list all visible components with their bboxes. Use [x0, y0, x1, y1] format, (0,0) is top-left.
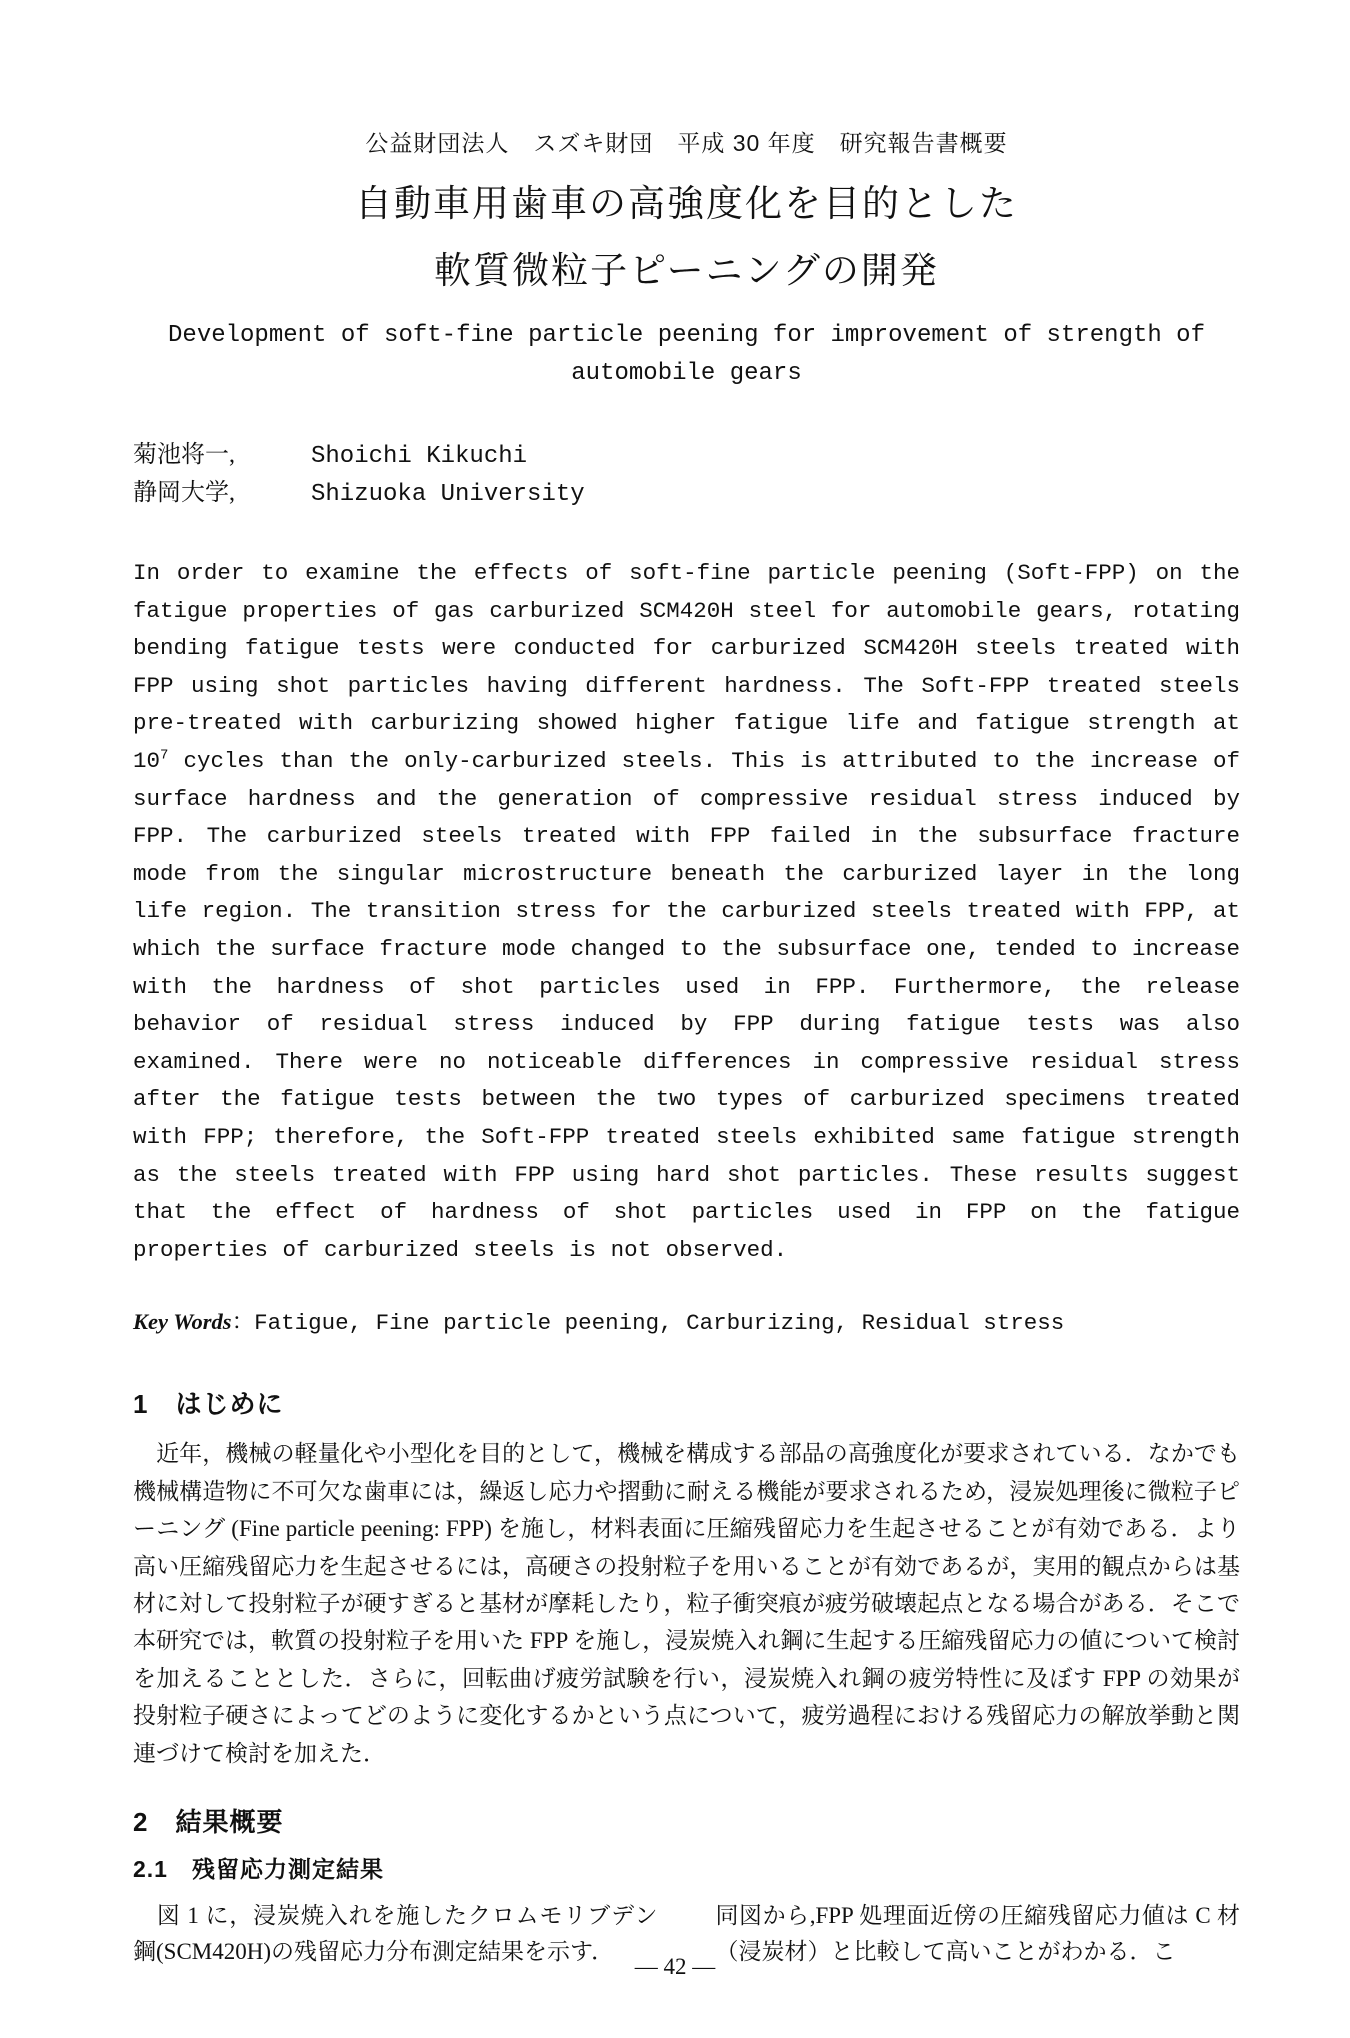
author-block — [133, 437, 1240, 513]
column-right: 同図から,FPP 処理面近傍の圧縮残留応力値は C 材（浸炭材）と比較して高いことがわかる．こ — [715, 1902, 1240, 1964]
page-number: ― 42 ― — [634, 1954, 716, 1979]
report-header: 公益財団法人 スズキ財団 平成 30 年度 研究報告書概要 — [365, 130, 1008, 156]
section-1-body: 近年，機械の軽量化や小型化を目的として，機械を構成する部品の高強度化が要求されている．なかでも機械構造物に不可欠な歯車には，繰返し応力や摺動に耐える機能が要求されるため，浸炭処理後に微粒子ピーニング (Fine particle peening: FPP) を施し，材料表面に圧縮残留応力を生起させることが有効である．より高い圧縮残留応力を生起させるには，高硬さの投射粒子を用いることが有効であるが，実用的観点からは基材に対して投射粒子が硬すぎると基材が摩耗したり，粒子衝突痕が疲労破壊起点となる場合がある．そこで本研究では，軟質の投射粒子を用いた FPP を施し，浸炭焼入れ鋼に生起する圧縮残留応力の値について検討を加えることとした．さらに，回転曲げ疲労試験を行い，浸炭焼入れ鋼の疲労特性に及ぼす FPP の効果が投射粒子硬さによってどのように変化するかという点について，疲労過程における残留応力の解放挙動と関連づけて検討を加えた． — [133, 1441, 1240, 1766]
keywords-value: Fatigue, Fine particle peening, Carburizing, Residual stress — [254, 1310, 1065, 1337]
affiliation-row — [133, 475, 1240, 513]
title-japanese-line2: 軟質微粒子ピーニングの開発 — [434, 250, 939, 291]
abstract-text-part2: cycles than the only-carburized steels. This is attributed to the increase of surface hardness and the generation of compressive residual stress induced by FPP. The carburized steels treated with FPP failed in the subsurface fracture mode from the singular microstructure beneath the carburized layer in the long life region. The transition stress for the carburized steels treated with FPP, at which the surface fracture mode changed to the subsurface one, tended to increase with the hardness of shot particles used in FPP. Furthermore, the release behavior of residual stress induced by FPP during fatigue tests was also examined. There were no noticeable differences in compressive residual stress after the fatigue tests between the two types of carburized specimens treated with FPP; therefore, the Soft-FPP treated steels exhibited same fatigue strength as the steels treated with FPP using hard shot particles. These results suggest that the effect of hardness of shot particles used in FPP on the fatigue properties of carburized steels is not observed. — [133, 747, 1240, 1263]
title-english-line2: automobile gears — [571, 360, 802, 387]
author-name-japanese: 菊池将一, — [133, 442, 235, 468]
author-row — [133, 437, 1240, 475]
keywords-label: Key Words — [133, 1309, 232, 1335]
abstract-paragraph — [133, 555, 1240, 1269]
keywords-line — [133, 1305, 1240, 1340]
keywords-separator: ： — [231, 1309, 255, 1335]
section-1-heading: 1 はじめに — [133, 1389, 284, 1420]
title-english — [133, 317, 1240, 393]
section-2-heading: 2 結果概要 — [133, 1806, 284, 1837]
affiliation-english: Shizuoka University — [311, 481, 585, 508]
column-left: 図 1 に，浸炭焼入れを施したクロムモリブデン鋼(SCM420H)の残留応力分布測定結果を示す． — [133, 1902, 658, 1964]
title-japanese-line1: 自動車用歯車の高強度化を目的とした — [355, 183, 1018, 224]
affiliation-japanese: 静岡大学, — [133, 480, 235, 506]
document-page — [0, 128, 1350, 2038]
exponent-superscript: 7 — [160, 747, 169, 764]
abstract-text-part1: In order to examine the effects of soft-fine particle peening (Soft-FPP) on the fatigue properties of gas carburized SCM420H steel for automobile gears, rotating bending fatigue tests were conducted for carburized SCM420H steels treated with FPP using shot particles having different hardness. The Soft-FPP treated steels pre-treated with carburizing showed higher fatigue life and fatigue strength at 10 — [133, 560, 1240, 774]
section-2-1-heading: 2.1 残留応力測定結果 — [133, 1855, 384, 1882]
title-english-line1: Development of soft-fine particle peening for improvement of strength of — [168, 322, 1205, 349]
author-name-english: Shoichi Kikuchi — [311, 443, 528, 470]
